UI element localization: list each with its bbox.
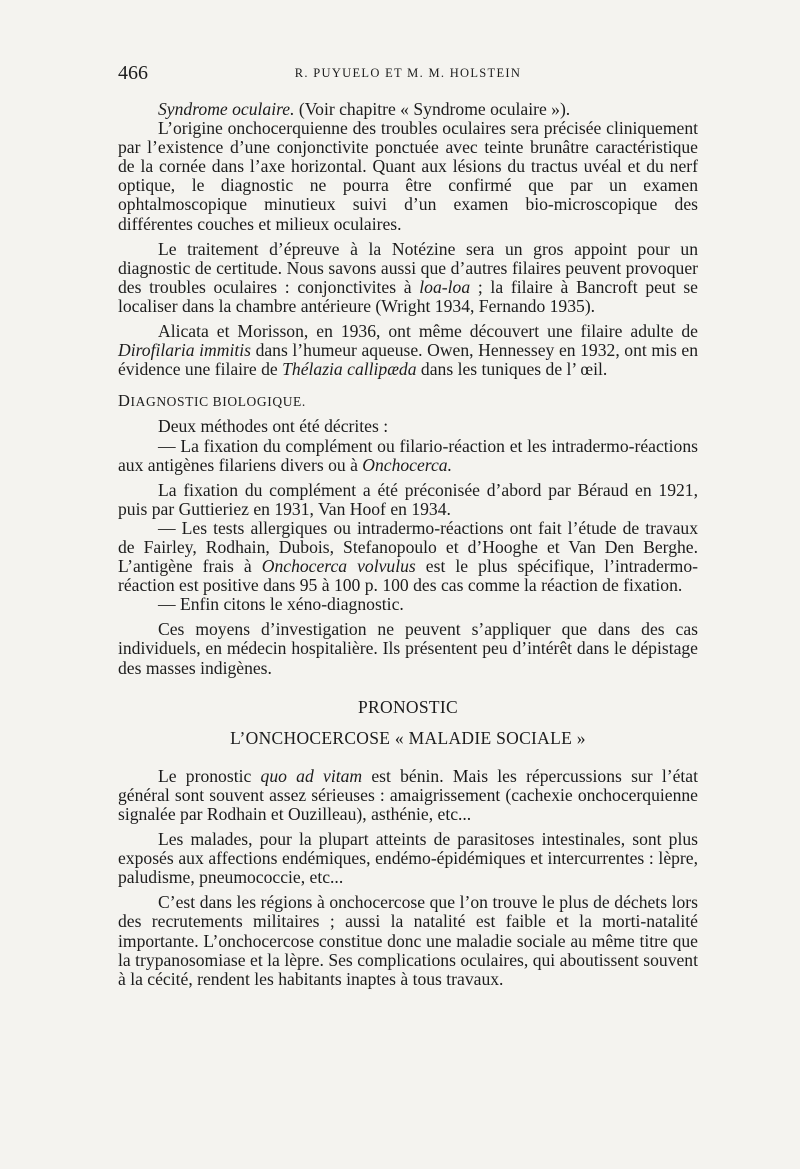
paragraph: Syndrome oculaire. (Voir chapitre « Syndrome oculaire »). xyxy=(158,99,571,119)
paragraph: C’est dans les régions à onchocercose que l’on trouve le plus de déchets lors des recrutements militaires ; aussi la natalité est faible et la morti-natalité importante. L’onchocercose constitue donc une maladie sociale au même titre que la trypanosomiase et la lèpre. Ses complications oculaires, qui aboutissent souvent à la cécité, rendent les habitants inaptes à tous travaux. xyxy=(118,892,698,989)
section-heading: PRONOSTIC xyxy=(358,696,458,717)
body-text xyxy=(118,100,698,989)
section-heading: L’ONCHOCERCOSE « MALADIE SOCIALE » xyxy=(230,727,586,748)
paragraph: La fixation du complément a été préconisée d’abord par Béraud en 1921, puis par Guttieriez en 1931, Van Hoof en 1934. xyxy=(118,479,698,519)
paragraph: Ces moyens d’investigation ne peuvent s’appliquer que dans des cas individuels, en médecin hospitalière. Ils présentent peu d’intérêt dans le dépistage des masses indigènes. xyxy=(118,619,698,678)
paragraph: Le traitement d’épreuve à la Notézine sera un gros appoint pour un diagnostic de certitude. Nous savons aussi que d’autres filaires peuvent provoquer des troubles oculaires : conjonctivites à loa-loa ; la filaire à Bancroft peut se localiser dans la chambre antérieure (Wright 1934, Fernando 1935). xyxy=(118,238,698,316)
paragraph: Les malades, pour la plupart atteints de parasitoses intestinales, sont plus exposés aux affections endémiques, endémo-épidémiques et intercurrentes : lèpre, paludisme, pneumococcie, etc... xyxy=(118,829,698,888)
running-title: R. PUYUELO ET M. M. HOLSTEIN xyxy=(294,66,522,80)
list-item: — Enfin citons le xéno-diagnostic. xyxy=(158,594,404,615)
paragraph: Deux méthodes ont été décrites : xyxy=(158,416,389,437)
section-title: DIAGNOSTIC BIOLOGIQUE. xyxy=(118,391,306,411)
page-header xyxy=(118,62,698,88)
page-number: 466 xyxy=(118,62,148,84)
list-item: — Les tests allergiques ou intradermo-réactions ont fait l’étude de travaux de Fairley, Rodhain, Dubois, Stefanopoulo et d’Hooghe et Van Den Berghe. L’antigène frais à Onchocerca volvulus est le plus spécifique, l’intradermo-réaction est positive dans 95 à 100 p. 100 des cas comme la réaction de fixation. xyxy=(118,517,698,596)
paragraph: Le pronostic quo ad vitam est bénin. Mais les répercussions sur l’état général sont souvent assez sérieuses : amaigrissement (cachexie onchocerquienne signalée par Rodhain et Ouzilleau), asthénie, etc... xyxy=(118,765,698,824)
list-item: — La fixation du complément ou filario-réaction et les intradermo-réactions aux antigènes filariens divers ou à Onchocerca. xyxy=(118,435,698,475)
paragraph: L’origine onchocerquienne des troubles oculaires sera précisée cliniquement par l’existence d’une conjonctivite ponctuée avec teinte brunâtre caractéristique de la cornée dans l’axe horizontal. Quant aux lésions du tractus uvéal et du nerf optique, le diagnostic ne pourra être confirmé que par un examen ophtalmoscopique minutieux suivi d’un examen bio-microscopique des différentes couches et milieux oculaires. xyxy=(118,118,698,234)
paragraph: Alicata et Morisson, en 1936, ont même découvert une filaire adulte de Dirofilaria immitis dans l’humeur aqueuse. Owen, Hennessey en 1932, ont mis en évidence une filaire de Thélazia callipæda dans les tuniques de l’ œil. xyxy=(118,321,698,380)
